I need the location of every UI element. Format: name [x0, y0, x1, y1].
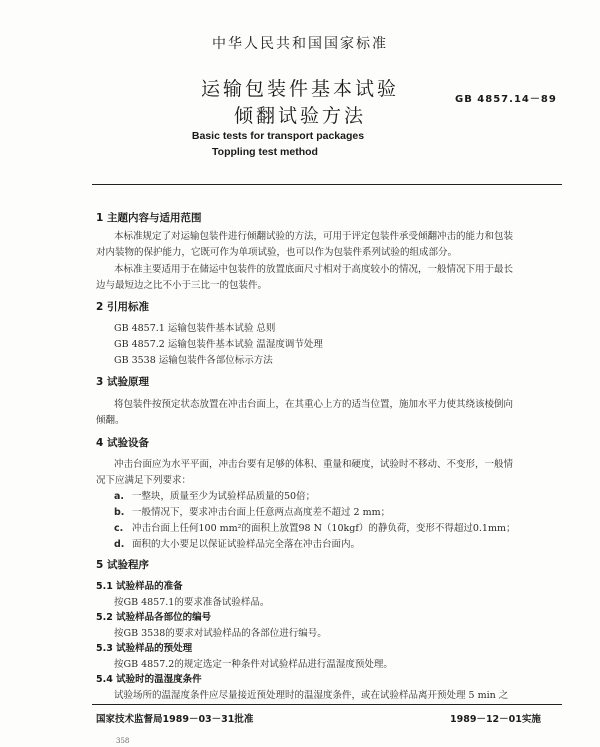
requirement-item — [114, 520, 515, 534]
title-en-line1: Basic tests for transport packages — [191, 130, 365, 142]
section-1-p2-line1: 本标准主要适用于在储运中包装件的放置底面尺寸相对于高度较小的情况，一般情况下用于最长 — [114, 264, 514, 275]
national-standard-header: 中华人民共和国国家标准 — [212, 36, 388, 52]
footer-divider — [92, 704, 562, 705]
subsection-5-3-heading: 5.3 试验样品的预处理 — [96, 643, 193, 654]
subsection-5-2-heading: 5.2 试验样品各部位的编号 — [96, 612, 212, 623]
requirement-label: c. — [114, 523, 124, 534]
standard-number: GB 4857.14－89 — [455, 94, 557, 105]
requirement-text: 冲击台面上任何100 mm²的面积上放置98 N（10kgf）的静负荷，变形不得超过0.1mm； — [132, 523, 516, 534]
requirement-item — [114, 504, 390, 518]
approval-date: 国家技术监督局1989－03－31批准 — [96, 714, 254, 725]
section-3-line1: 将包装件按预定状态放置在冲击台面上，在其重心上方的适当位置，施加水平力使其绕该棱倒向 — [114, 399, 514, 410]
requirement-text: 面积的大小要足以保证试验样品完全落在冲击台面内。 — [132, 539, 361, 550]
requirement-text: 一整块，质量至少为试验样品质量的50倍； — [132, 491, 316, 502]
section-3-line2: 倾翻。 — [96, 415, 125, 426]
subsection-5-4-text: 试验场所的温湿度条件应尽量接近预处理时的温湿度条件，或在试验样品离开预处理 5 min 之 — [114, 690, 509, 701]
section-1-p1-line1: 本标准规定了对运输包装件进行倾翻试验的方法，可用于评定包装件承受倾翻冲击的能力和包装 — [114, 231, 514, 242]
subsection-5-1-text: 按GB 4857.1的要求准备试验样品。 — [114, 597, 270, 608]
section-1-heading: 1 主题内容与适用范围 — [96, 212, 202, 224]
section-5-heading: 5 试验程序 — [96, 559, 149, 571]
subsection-5-4-heading: 5.4 试验时的温湿度条件 — [96, 674, 202, 685]
requirement-label: b. — [114, 507, 125, 518]
section-3-heading: 3 试验原理 — [96, 376, 149, 388]
title-en-line2: Toppling test method — [212, 146, 318, 158]
reference-item: GB 4857.2 运输包装件基本试验 温湿度调节处理 — [114, 339, 323, 350]
requirement-text: 一般情况下，要求冲击台面上任意两点高度差不超过 2 mm； — [132, 507, 391, 518]
reference-item: GB 3538 运输包装件各部位标示方法 — [114, 355, 273, 366]
header-divider — [92, 184, 562, 185]
page-number: 358 — [116, 737, 130, 745]
reference-item: GB 4857.1 运输包装件基本试验 总则 — [114, 323, 276, 334]
requirement-item — [114, 536, 360, 550]
requirement-label: a. — [114, 491, 125, 502]
section-2-heading: 2 引用标准 — [96, 301, 149, 313]
subsection-5-3-text: 按GB 4857.2的规定选定一种条件对试验样品进行温湿度预处理。 — [114, 659, 393, 670]
section-1-p2-line2: 边与最短边之比不小于三比一的包装件。 — [96, 280, 268, 291]
requirement-label: d. — [114, 539, 125, 550]
section-4-line2: 况下应满足下列要求： — [96, 475, 192, 486]
title-zh-line2: 倾翻试验方法 — [233, 105, 366, 127]
subsection-5-2-text: 按GB 3538的要求对试验样品的各部位进行编号。 — [114, 628, 327, 639]
section-1-p1-line2: 对内装物的保护能力，它既可作为单项试验，也可以作为包装件系列试验的组成部分。 — [96, 247, 458, 258]
section-4-line1: 冲击台面应为水平平面，冲击台要有足够的体积、重量和硬度，试验时不移动、不变形，一般情 — [114, 459, 514, 470]
requirement-item — [114, 488, 315, 502]
title-zh-line1: 运输包装件基本试验 — [200, 78, 399, 100]
section-4-heading: 4 试验设备 — [96, 437, 149, 449]
subsection-5-1-heading: 5.1 试验样品的准备 — [96, 581, 183, 592]
effective-date: 1989－12－01实施 — [450, 714, 541, 725]
